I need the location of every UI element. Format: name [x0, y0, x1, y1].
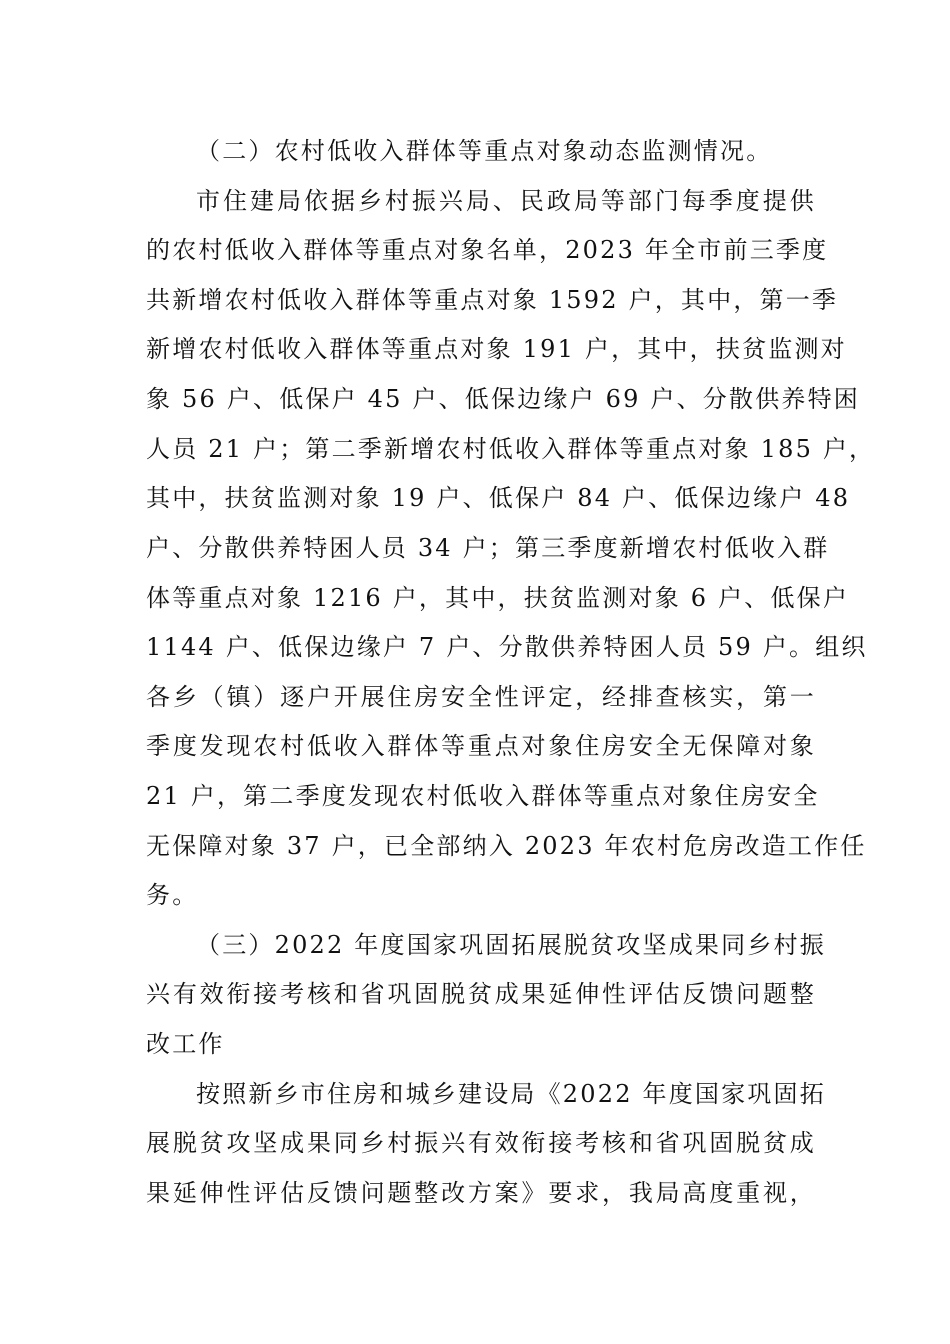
- paragraph-line: 市住建局依据乡村振兴局、民政局等部门每季度提供: [196, 187, 816, 215]
- section-heading-3: （三）2022 年度国家巩固拓展脱贫攻坚成果同乡村振: [196, 931, 826, 959]
- paragraph-line: 无保障对象 37 户，已全部纳入 2023 年农村危房改造工作任: [146, 832, 867, 860]
- paragraph-line: 各乡（镇）逐户开展住房安全性评定，经排查核实，第一: [146, 683, 816, 711]
- paragraph-line: 展脱贫攻坚成果同乡村振兴有效衔接考核和省巩固脱贫成: [146, 1129, 816, 1157]
- paragraph-line: 按照新乡市住房和城乡建设局《2022 年度国家巩固拓: [196, 1080, 826, 1108]
- paragraph-line: 体等重点对象 1216 户，其中，扶贫监测对象 6 户、低保户: [146, 584, 850, 612]
- paragraph-line: 其中，扶贫监测对象 19 户、低保户 84 户、低保边缘户 48: [146, 484, 851, 512]
- section-heading-2: （二）农村低收入群体等重点对象动态监测情况。: [196, 137, 773, 165]
- paragraph-line: 人员 21 户；第二季新增农村低收入群体等重点对象 185 户，: [146, 435, 876, 463]
- paragraph-line: 果延伸性评估反馈问题整改方案》要求，我局高度重视，: [146, 1179, 816, 1207]
- paragraph-line: 21 户，第二季度发现农村低收入群体等重点对象住房安全: [146, 782, 820, 810]
- paragraph-line: 共新增农村低收入群体等重点对象 1592 户，其中，第一季: [146, 286, 839, 314]
- section-heading-3-cont: 改工作: [146, 1030, 225, 1058]
- paragraph-line: 户、分散供养特困人员 34 户；第三季度新增农村低收入群: [146, 534, 830, 562]
- paragraph-line: 季度发现农村低收入群体等重点对象住房安全无保障对象: [146, 732, 816, 760]
- paragraph-line: 象 56 户、低保户 45 户、低保边缘户 69 户、分散供养特困: [146, 385, 860, 413]
- paragraph-line: 1144 户、低保边缘户 7 户、分散供养特困人员 59 户。组织: [146, 633, 868, 661]
- paragraph-line: 的农村低收入群体等重点对象名单，2023 年全市前三季度: [146, 236, 829, 264]
- section-heading-3-cont: 兴有效衔接考核和省巩固脱贫成果延伸性评估反馈问题整: [146, 980, 816, 1008]
- paragraph-line: 新增农村低收入群体等重点对象 191 户，其中，扶贫监测对: [146, 335, 847, 363]
- paragraph-line: 务。: [146, 881, 199, 909]
